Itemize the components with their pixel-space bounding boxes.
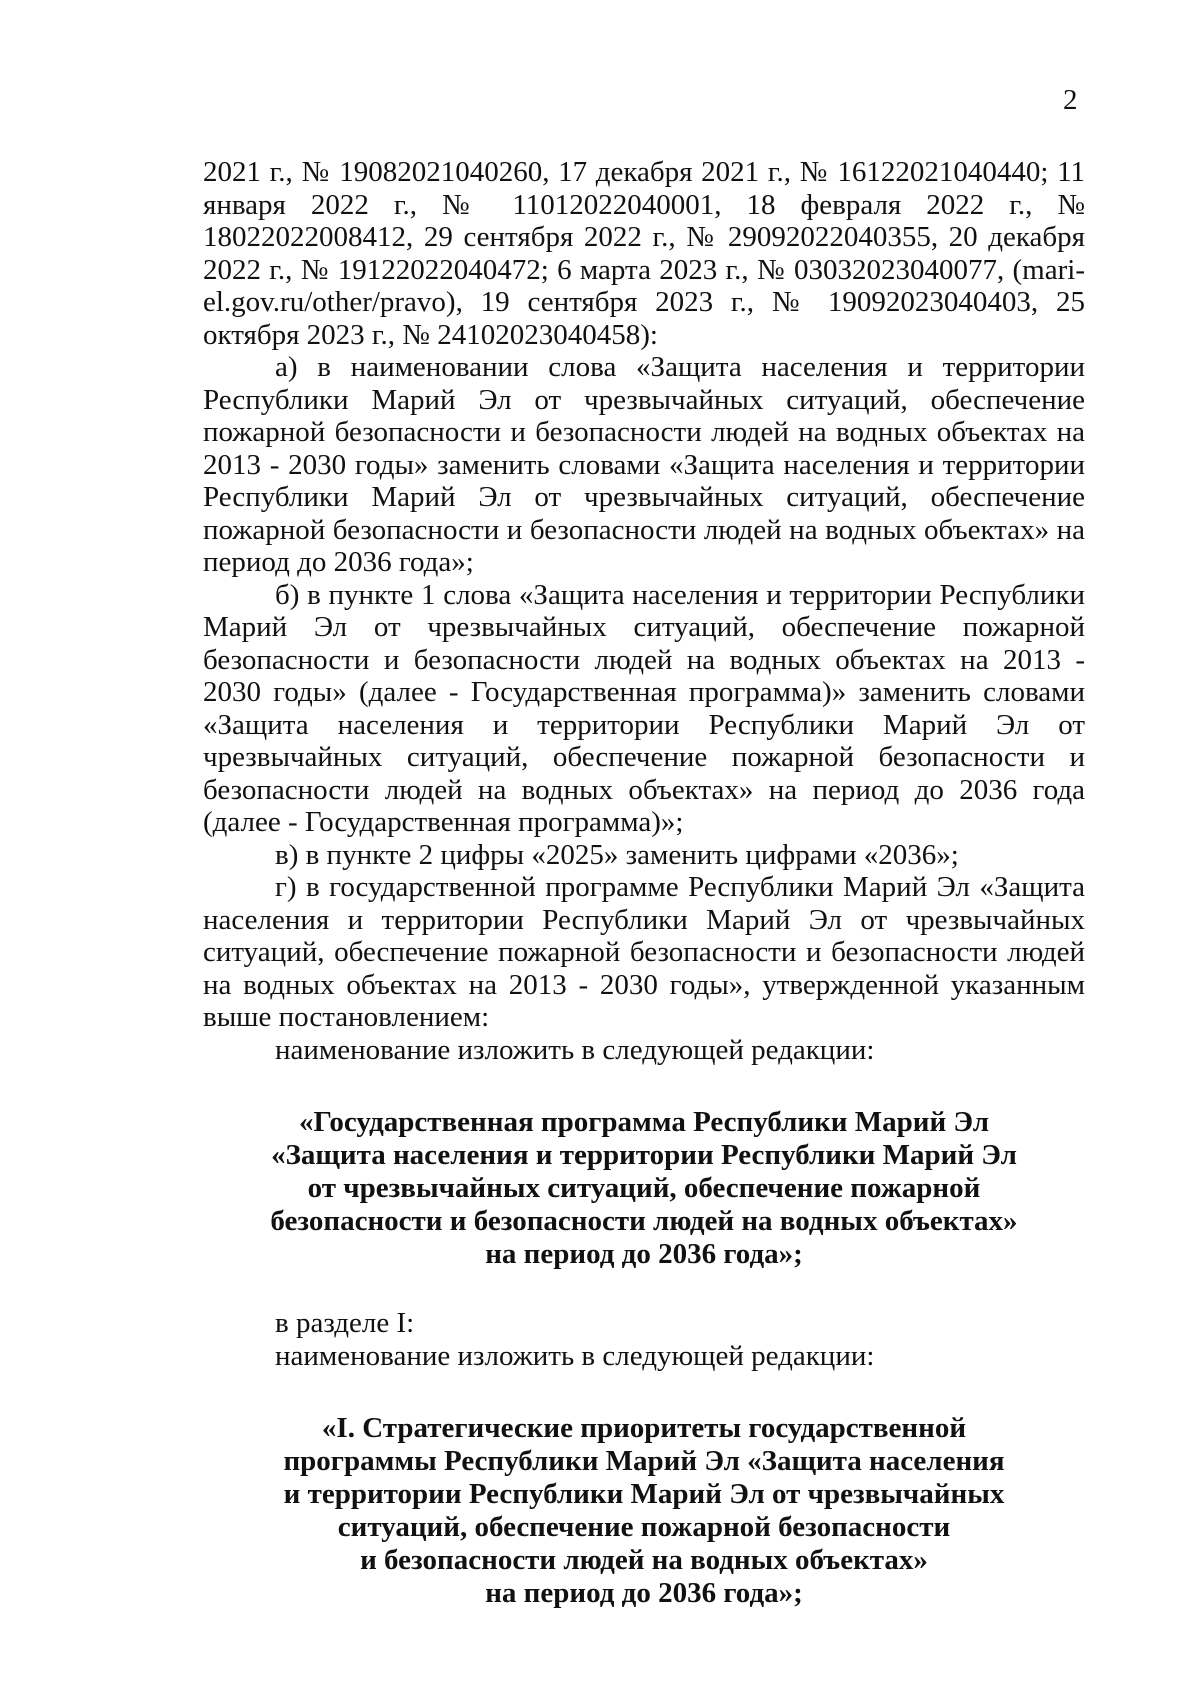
heading-line: на период до 2036 года»; xyxy=(485,1238,803,1270)
heading-line: и территории Республики Марий Эл от чрезвычайных xyxy=(283,1478,1005,1510)
heading-line: и безопасности людей на водных объектах» xyxy=(360,1544,928,1576)
heading-line: «Защита населения и территории Республики Марий Эл xyxy=(271,1139,1017,1171)
heading-line: ситуаций, обеспечение пожарной безопасности xyxy=(337,1511,951,1543)
heading-line: на период до 2036 года»; xyxy=(485,1577,803,1609)
heading-line: «I. Стратегические приоритеты государственной xyxy=(321,1412,967,1444)
heading-line: безопасности и безопасности людей на водных объектах» xyxy=(270,1205,1018,1237)
item-a-paragraph: а) в наименовании слова «Защита населения и территории Республики Марий Эл от чрезвычайных ситуаций, обеспечение пожарной безопасности и безопасности людей на водных объектах на 2013 - 2030 годы» заменить словами «Защита населения и территории Республики Марий Эл от чрезвычайных ситуаций, обеспечение пожарной безопасности и безопасности людей на водных объектах» на период до 2036 года»; xyxy=(203,351,1085,578)
item-b-paragraph: б) в пункте 1 слова «Защита населения и территории Республики Марий Эл от чрезвычайных ситуаций, обеспечение пожарной безопасности и безопасности людей на водных объектах на 2013 - 2030 годы» (далее - Государственная программа)» заменить словами «Защита населения и территории Республики Марий Эл от чрезвычайных ситуаций, обеспечение пожарной безопасности и безопасности людей на водных объектах» на период до 2036 года (далее - Государственная программа)»; xyxy=(203,578,1085,838)
document-body xyxy=(203,156,1085,1610)
page-number: 2 xyxy=(1063,84,1078,116)
section-reference: в разделе I: xyxy=(275,1307,415,1339)
rename-instruction-1: наименование изложить в следующей редакции: xyxy=(275,1033,875,1066)
continuation-paragraph: 2021 г., № 19082021040260, 17 декабря 2021 г., № 16122021040440; 11 января 2022 г., № 11012022040001, 18 февраля 2022 г., № 18022022008412, 29 сентября 2022 г., № 29092022040355, 20 декабря 2022 г., № 19122022040472; 6 марта 2023 г., № 03032023040077, (mari-el.gov.ru/other/pravo), 19 сентября 2023 г., № 19092023040403, 25 октября 2023 г., № 24102023040458): xyxy=(203,156,1085,351)
heading-line: от чрезвычайных ситуаций, обеспечение пожарной xyxy=(307,1172,981,1204)
spacer xyxy=(203,1372,1085,1412)
section-title-heading xyxy=(203,1412,1085,1610)
heading-line: программы Республики Марий Эл «Защита населения xyxy=(283,1445,1005,1477)
program-title-heading xyxy=(203,1106,1085,1271)
item-v-paragraph: в) в пункте 2 цифры «2025» заменить цифрами «2036»; xyxy=(275,838,959,871)
item-g-paragraph: г) в государственной программе Республики Марий Эл «Защита населения и территории Республики Марий Эл от чрезвычайных ситуаций, обеспечение пожарной безопасности и безопасности людей на водных объектах на 2013 - 2030 годы», утвержденной указанным выше постановлением: xyxy=(203,871,1085,1033)
heading-line: «Государственная программа Республики Марий Эл xyxy=(299,1106,989,1138)
spacer xyxy=(203,1066,1085,1106)
spacer xyxy=(203,1271,1085,1307)
rename-instruction-2: наименование изложить в следующей редакции: xyxy=(275,1339,875,1372)
